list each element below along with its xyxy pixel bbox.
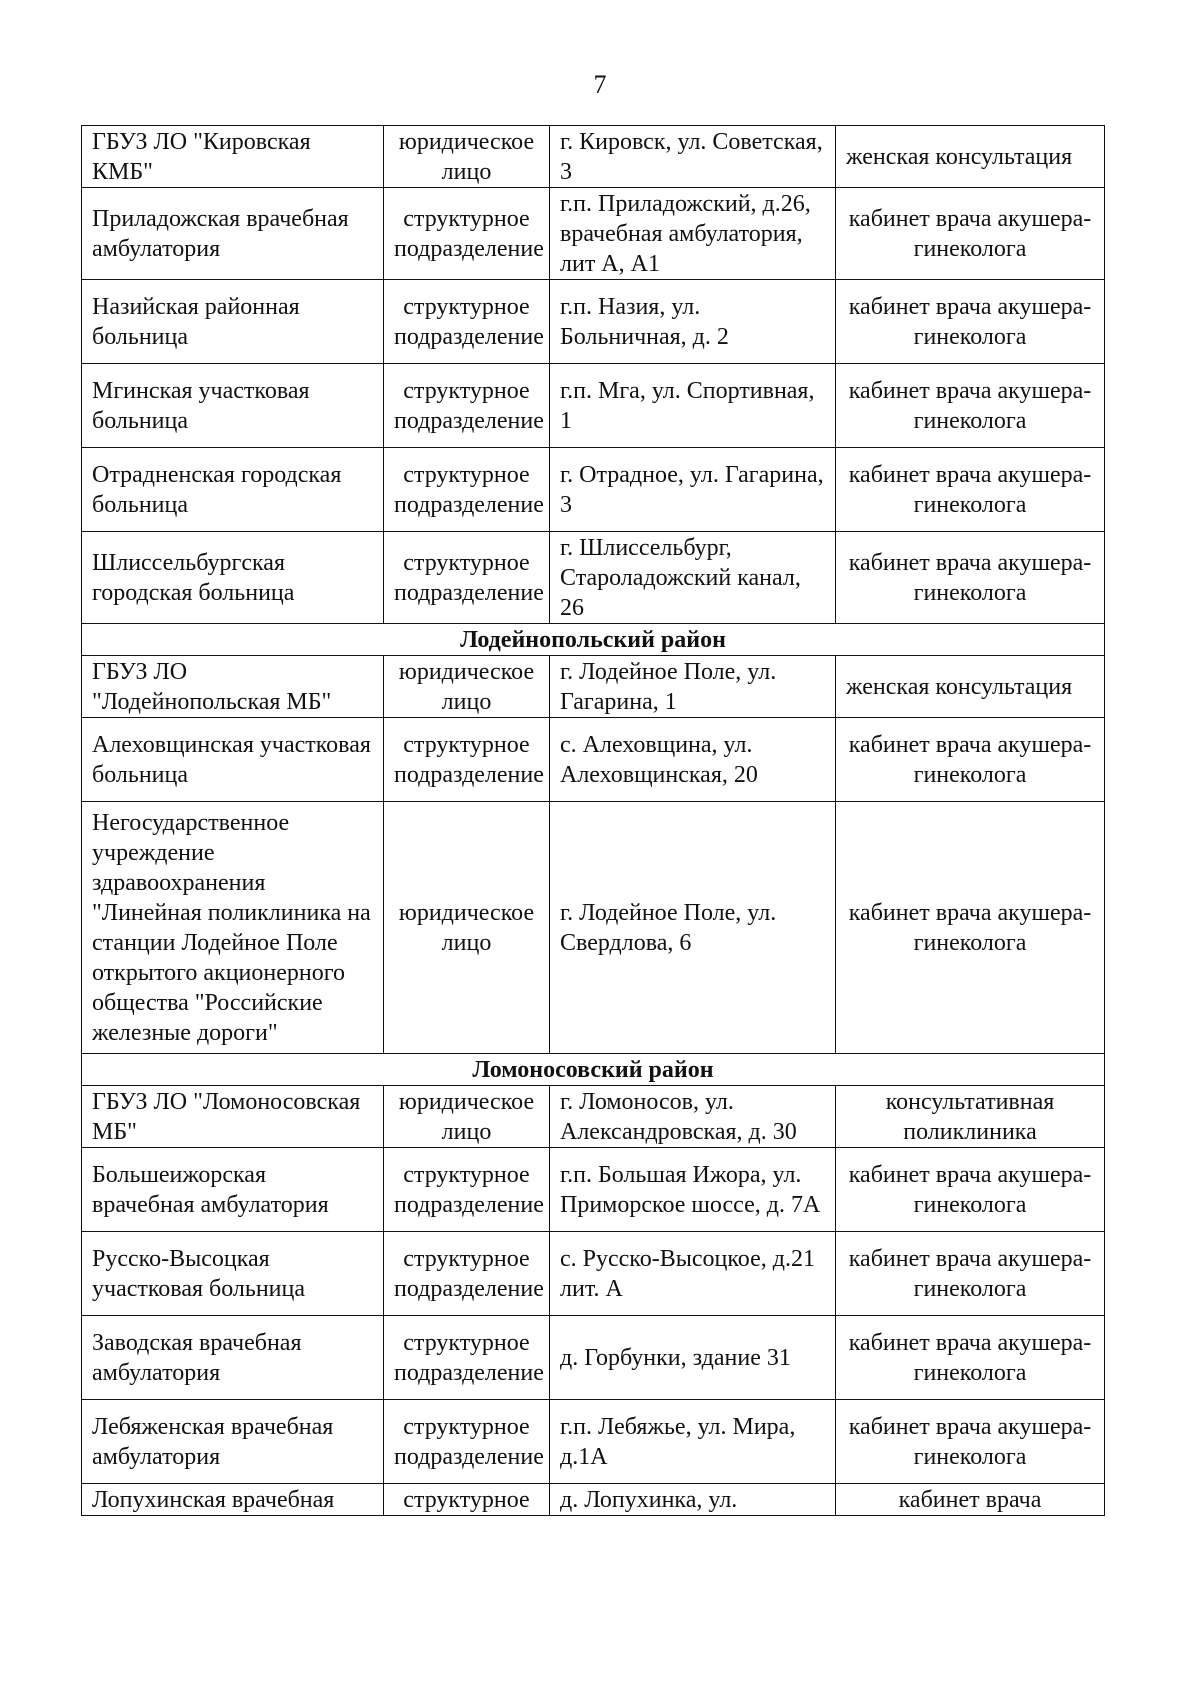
section-row bbox=[82, 624, 1105, 656]
address-cell: с. Русско-Высоцкое, д.21 лит. А bbox=[550, 1232, 836, 1316]
facility-type-cell: кабинет врача акушера-гинеколога bbox=[836, 1316, 1105, 1400]
facility-type-cell: женская консультация bbox=[836, 656, 1105, 718]
address-cell: г.п. Назия, ул. Больничная, д. 2 bbox=[550, 280, 836, 364]
facility-type-cell: кабинет врача акушера-гинеколога bbox=[836, 1400, 1105, 1484]
address-cell: г.п. Лебяжье, ул. Мира, д.1А bbox=[550, 1400, 836, 1484]
org-name-cell: Русско-Высоцкая участковая больница bbox=[82, 1232, 384, 1316]
legal-status-cell: структурное подразделение bbox=[384, 188, 550, 280]
org-name-cell: Отрадненская городская больница bbox=[82, 448, 384, 532]
facility-type-cell: женская консультация bbox=[836, 126, 1105, 188]
legal-status-cell: юридическое лицо bbox=[384, 126, 550, 188]
org-name-cell: Приладожская врачебная амбулатория bbox=[82, 188, 384, 280]
address-cell: г. Кировск, ул. Советская, 3 bbox=[550, 126, 836, 188]
address-cell: г.п. Приладожский, д.26, врачебная амбулатория, лит А, А1 bbox=[550, 188, 836, 280]
org-name-cell: Большеижорская врачебная амбулатория bbox=[82, 1148, 384, 1232]
legal-status-cell: структурное подразделение bbox=[384, 1400, 550, 1484]
legal-status-cell: структурное подразделение bbox=[384, 532, 550, 624]
org-name-cell: Негосударственное учреждение здравоохранения "Линейная поликлиника на станции Лодейное Поле открытого акционерного общества "Российские железные дороги" bbox=[82, 802, 384, 1054]
table-row-cut bbox=[82, 1484, 1105, 1516]
legal-status-cell: структурное подразделение bbox=[384, 1148, 550, 1232]
table-row bbox=[82, 364, 1105, 448]
table-row bbox=[82, 1086, 1105, 1148]
table-row bbox=[82, 1400, 1105, 1484]
table-row bbox=[82, 532, 1105, 624]
section-heading: Ломоносовский район bbox=[82, 1054, 1105, 1086]
address-cell: г. Ломоносов, ул. Александровская, д. 30 bbox=[550, 1086, 836, 1148]
facility-type-cell: кабинет врача bbox=[836, 1484, 1105, 1516]
facilities-table bbox=[81, 125, 1105, 1516]
address-cell: с. Алеховщина, ул. Алеховщинская, 20 bbox=[550, 718, 836, 802]
legal-status-cell: структурное подразделение bbox=[384, 280, 550, 364]
org-name-cell: ГБУЗ ЛО "Лодейнопольская МБ" bbox=[82, 656, 384, 718]
legal-status-cell: юридическое лицо bbox=[384, 656, 550, 718]
facility-type-cell: кабинет врача акушера-гинеколога bbox=[836, 188, 1105, 280]
table-row bbox=[82, 448, 1105, 532]
address-cell: г.п. Большая Ижора, ул. Приморское шоссе, д. 7А bbox=[550, 1148, 836, 1232]
address-cell: г. Шлиссельбург, Староладожский канал, 26 bbox=[550, 532, 836, 624]
facility-type-cell: консультативная поликлиника bbox=[836, 1086, 1105, 1148]
facility-type-cell: кабинет врача акушера-гинеколога bbox=[836, 532, 1105, 624]
legal-status-cell: структурное bbox=[384, 1484, 550, 1516]
legal-status-cell: структурное подразделение bbox=[384, 364, 550, 448]
legal-status-cell: структурное подразделение bbox=[384, 1232, 550, 1316]
section-row bbox=[82, 1054, 1105, 1086]
org-name-cell: Лебяженская врачебная амбулатория bbox=[82, 1400, 384, 1484]
org-name-cell: Шлиссельбургская городская больница bbox=[82, 532, 384, 624]
table-row bbox=[82, 1232, 1105, 1316]
org-name-cell: Назийская районная больница bbox=[82, 280, 384, 364]
legal-status-cell: юридическое лицо bbox=[384, 802, 550, 1054]
table-row bbox=[82, 188, 1105, 280]
org-name-cell: Алеховщинская участковая больница bbox=[82, 718, 384, 802]
legal-status-cell: структурное подразделение bbox=[384, 448, 550, 532]
facility-type-cell: кабинет врача акушера-гинеколога bbox=[836, 718, 1105, 802]
address-cell: г. Лодейное Поле, ул. Свердлова, 6 bbox=[550, 802, 836, 1054]
legal-status-cell: структурное подразделение bbox=[384, 718, 550, 802]
table-row bbox=[82, 1316, 1105, 1400]
table-row bbox=[82, 126, 1105, 188]
address-cell: г. Лодейное Поле, ул. Гагарина, 1 bbox=[550, 656, 836, 718]
facility-type-cell: кабинет врача акушера-гинеколога bbox=[836, 1148, 1105, 1232]
table-row bbox=[82, 1148, 1105, 1232]
table-row bbox=[82, 718, 1105, 802]
org-name-cell: Заводская врачебная амбулатория bbox=[82, 1316, 384, 1400]
legal-status-cell: юридическое лицо bbox=[384, 1086, 550, 1148]
legal-status-cell: структурное подразделение bbox=[384, 1316, 550, 1400]
address-cell: д. Лопухинка, ул. bbox=[550, 1484, 836, 1516]
facility-type-cell: кабинет врача акушера-гинеколога bbox=[836, 1232, 1105, 1316]
address-cell: г. Отрадное, ул. Гагарина, 3 bbox=[550, 448, 836, 532]
table-row bbox=[82, 656, 1105, 718]
org-name-cell: Лопухинская врачебная bbox=[82, 1484, 384, 1516]
org-name-cell: Мгинская участковая больница bbox=[82, 364, 384, 448]
org-name-cell: ГБУЗ ЛО "Ломоносовская МБ" bbox=[82, 1086, 384, 1148]
org-name-cell: ГБУЗ ЛО "Кировская КМБ" bbox=[82, 126, 384, 188]
facility-type-cell: кабинет врача акушера-гинеколога bbox=[836, 802, 1105, 1054]
page-number: 7 bbox=[593, 70, 607, 99]
section-heading: Лодейнопольский район bbox=[82, 624, 1105, 656]
table-row bbox=[82, 280, 1105, 364]
address-cell: д. Горбунки, здание 31 bbox=[550, 1316, 836, 1400]
facility-type-cell: кабинет врача акушера-гинеколога bbox=[836, 280, 1105, 364]
table-row bbox=[82, 802, 1105, 1054]
address-cell: г.п. Мга, ул. Спортивная, 1 bbox=[550, 364, 836, 448]
facility-type-cell: кабинет врача акушера-гинеколога bbox=[836, 448, 1105, 532]
facility-type-cell: кабинет врача акушера-гинеколога bbox=[836, 364, 1105, 448]
